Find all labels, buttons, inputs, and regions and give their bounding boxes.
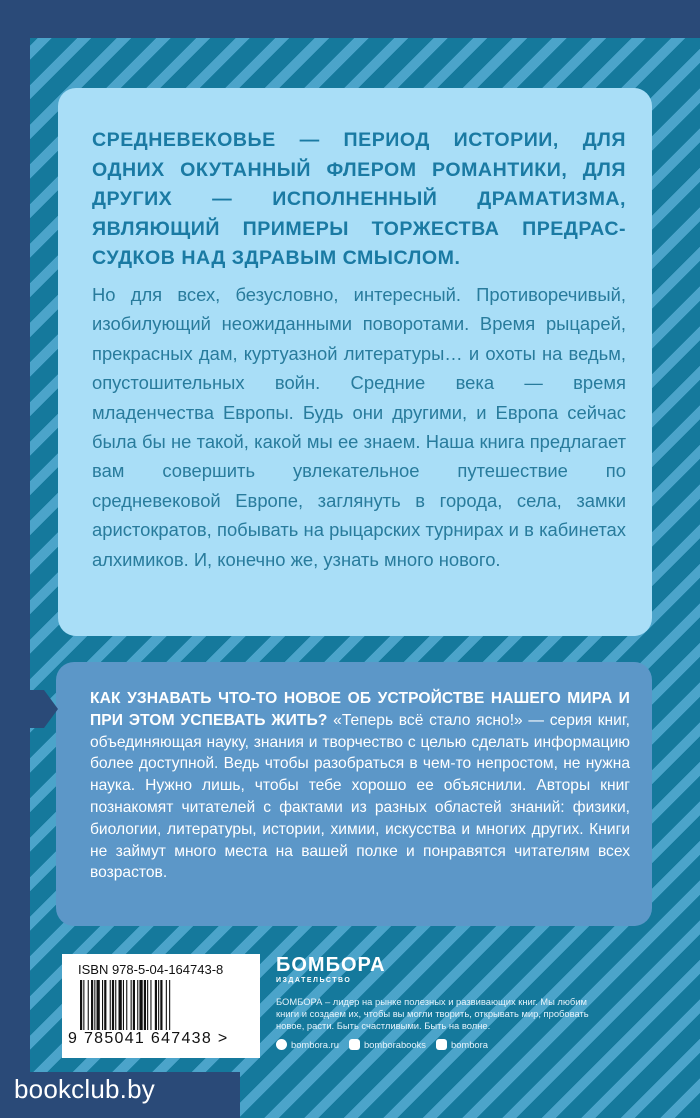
social-telegram[interactable] (436, 1039, 488, 1050)
series-description (90, 688, 630, 884)
lead-last-line: СУДКОВ НАД ЗДРАВЫМ СМЫСЛОМ. (92, 247, 461, 269)
series-intro-caps: КАК УЗНАВАТЬ ЧТО-ТО НОВОЕ ОБ УСТРОЙСТВЕ НАШЕГО МИРА И ПРИ ЭТОМ УСПЕВАТЬ ЖИТЬ? (90, 690, 630, 729)
social-vk[interactable] (349, 1039, 426, 1050)
barcode-digits: 9 785041 647438 > (68, 1030, 229, 1047)
publisher-socials (276, 1039, 606, 1050)
watermark-text: bookclub.by (14, 1074, 155, 1104)
social-vk-label: bomborabooks (363, 1039, 426, 1050)
arrow-marker-icon (0, 690, 58, 728)
vk-icon (349, 1039, 360, 1050)
barcode-bars (80, 980, 250, 1030)
publisher-logo-sub: ИЗДАТЕЛЬСТВО (276, 977, 352, 984)
series-text: «Теперь всё стало ясно!» — серия книг, объединяющая науку, знания и творчество с целью сделать информацию более доступной. Ведь чтобы разобраться в чем-то непростом, не нужна наука. Нужно лишь, чтобы тебе хорошо ее объяснили. Авторы книг познакомят читателей с фактами из разных областей знаний: физики, биологии, литературы, истории, химии, искусства и многих других. Книги не займут много места на вашей полке и понравятся читателям всех возрастов. (90, 711, 630, 882)
lead-text: СРЕДНЕВЕКОВЬЕ — ПЕРИОД ИСТОРИИ, ДЛЯ ОДНИХ ОКУТАННЫЙ ФЛЕРОМ РОМАНТИКИ, ДЛЯ ДРУГИХ — ИСПОЛНЕННЫЙ ДРАМАТИЗМА, ЯВЛЯЮЩИЙ ПРИМЕРЫ ТОРЖЕСТВА ПРЕДРАС- (92, 129, 626, 240)
annotation-body: Но для всех, безусловно, интересный. Противоречивый, изобилующий неожиданными поворотами. Время рыцарей, прекрасных дам, куртуазной литературы… и охоты на ведьм, опустошительных войн. Средние века — время младенчества Европы. Будь они другими, и Европа сейчас была бы не такой, какой мы ее знаем. Наша книга предлагает вам совершить увлекательное путешествие по средневековой Европе, заглянуть в города, села, замки аристократов, побывать на рыцарских турнирах и в кабинетах алхимиков. И, конечно же, узнать много нового. (92, 284, 626, 570)
telegram-icon (436, 1039, 447, 1050)
social-site[interactable] (276, 1039, 339, 1050)
isbn-label: ISBN 978-5-04-164743-8 (78, 962, 224, 977)
publisher-logo: БОМБОРА (276, 954, 386, 976)
lead-paragraph (92, 126, 626, 274)
social-telegram-label: bombora (450, 1039, 488, 1050)
publisher-blurb: БОМБОРА – лидер на рынке полезных и развивающих книг. Мы любим книги и создаем их, чтобы вы могли творить, открывать мир, пробовать новое, расти. Быть счастливыми. Быть на волне. (276, 996, 589, 1032)
globe-icon (276, 1039, 287, 1050)
social-site-label: bombora.ru (291, 1039, 339, 1050)
